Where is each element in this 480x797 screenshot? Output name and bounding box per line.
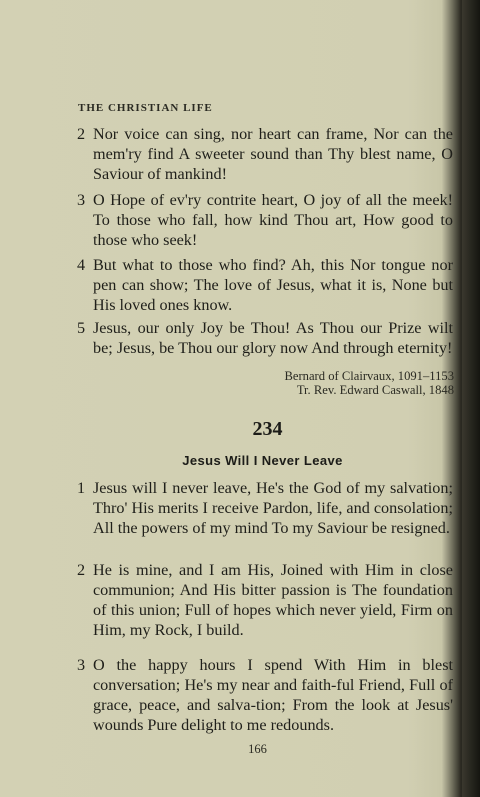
verse-text: O Hope of ev'ry contrite heart, O joy of all the meek! To those who fall, how kind Thou art, How good to those who seek! bbox=[93, 191, 453, 249]
verse-text: O the happy hours I spend With Him in blest conversation; He's my near and faith-ful Friend, Full of grace, peace, and salva-tion; From the look at Jesus' wounds Pure delight to me redounds. bbox=[93, 656, 453, 734]
verse-text: He is mine, and I am His, Joined with Him in close communion; And His bitter passion is The foundation of this union; Full of hopes which never yield, Firm on Him, my Rock, I build. bbox=[93, 561, 453, 639]
verse-number: 2 bbox=[77, 561, 86, 579]
author-credit: Bernard of Clairvaux, 1091–1153 bbox=[284, 369, 454, 383]
verse-text: Jesus, our only Joy be Thou! As Thou our Prize wilt be; Jesus, be Thou our glory now And through eternity! bbox=[93, 319, 453, 357]
verse-text: But what to those who find? Ah, this Nor tongue nor pen can show; The love of Jesus, what it is, None but His loved ones know. bbox=[93, 256, 453, 314]
hymn-233-verse-2 bbox=[77, 124, 453, 184]
hymn-title: Jesus Will I Never Leave bbox=[182, 453, 343, 468]
page-number: 166 bbox=[248, 742, 267, 756]
verse-number: 2 bbox=[77, 125, 86, 143]
translator-credit: Tr. Rev. Edward Caswall, 1848 bbox=[296, 383, 454, 397]
verse-text: Jesus will I never leave, He's the God of my salvation; Thro' His merits I receive Pardon, life, and consolation; All the powers of my mind To my Saviour be resigned. bbox=[93, 479, 453, 537]
verse-number: 4 bbox=[77, 256, 86, 274]
hymn-234-verse-3 bbox=[77, 655, 453, 735]
hymn-233-verse-4 bbox=[77, 255, 453, 315]
hymn-233-verse-5 bbox=[77, 318, 453, 358]
verse-number: 3 bbox=[77, 191, 86, 209]
verse-number: 3 bbox=[77, 656, 86, 674]
verse-number: 5 bbox=[77, 319, 86, 337]
hymn-234-verse-2 bbox=[77, 560, 453, 640]
hymn-234-verse-1 bbox=[77, 478, 453, 538]
verse-text: Nor voice can sing, nor heart can frame, Nor can the mem'ry find A sweeter sound than Thy blest name, O Saviour of mankind! bbox=[93, 125, 453, 183]
hymn-233-attribution bbox=[212, 369, 454, 397]
hymn-233-verse-3 bbox=[77, 190, 453, 250]
running-head: THE CHRISTIAN LIFE bbox=[78, 102, 213, 114]
book-spine-shadow bbox=[462, 0, 480, 797]
hymn-number: 234 bbox=[252, 418, 283, 440]
verse-number: 1 bbox=[77, 479, 86, 497]
